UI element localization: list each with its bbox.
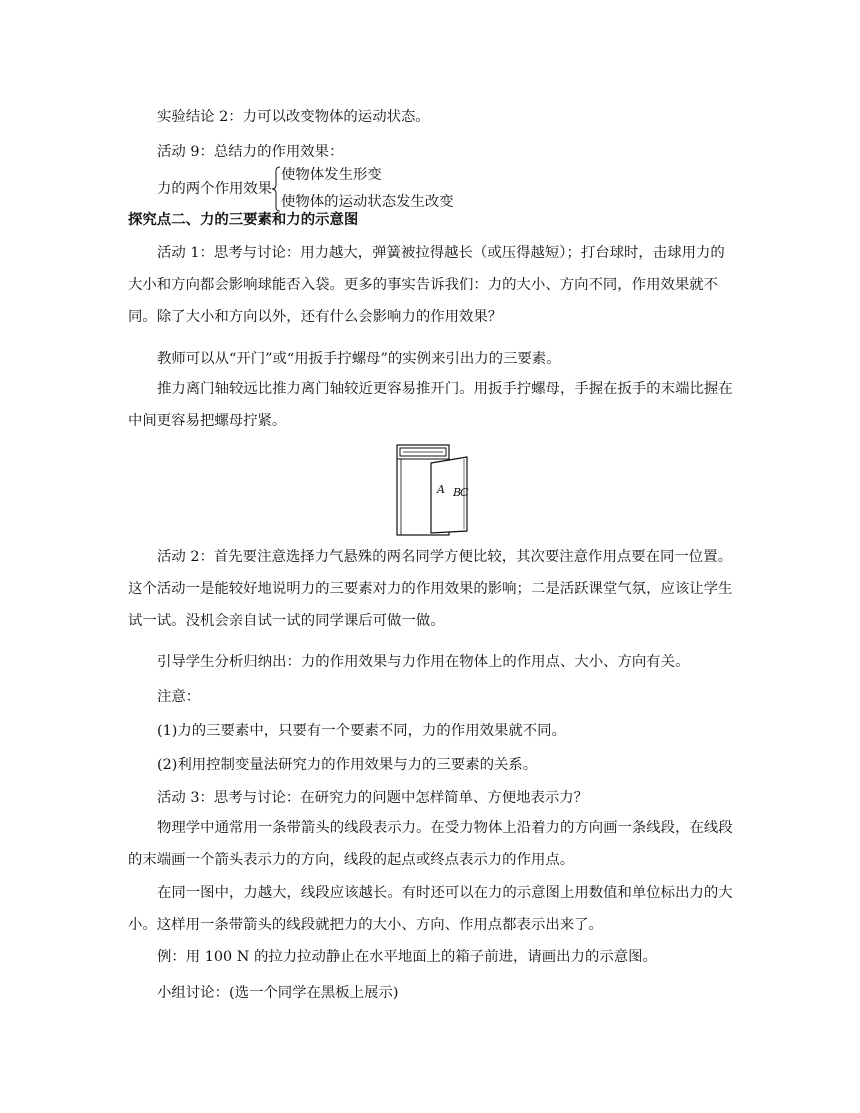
effect-item-motion: 使物体的运动状态发生改变 (281, 194, 454, 210)
group-discussion: 小组讨论：(选一个同学在黑板上展示) (157, 985, 399, 1001)
note-1: (1)力的三要素中，只要有一个要素不同，力的作用效果就不同。 (157, 723, 566, 739)
conclusion-2: 实验结论 2：力可以改变物体的运动状态。 (157, 109, 430, 125)
effect-item-deform: 使物体发生形变 (281, 167, 382, 183)
example-text: 例：用 100 N 的拉力拉动静止在水平地面上的箱子前进，请画出力的示意图。 (157, 949, 657, 965)
point-label-b: B (453, 486, 462, 499)
guide-text: 引导学生分析归纳出：力的作用效果与力作用在物体上的作用点、大小、方向有关。 (157, 654, 690, 670)
activity-3: 活动 3：思考与讨论：在研究力的问题中怎样简单、方便地表示力？ (157, 790, 589, 806)
door-text: 推力离门轴较远比推力离门轴较近更容易推开门。用扳手拧螺母，手握在扳手的末端比握在中间更容易把螺母拧紧。 (128, 381, 733, 429)
physics-text: 物理学中通常用一条带箭头的线段表示力。在受力物体上沿着力的方向画一条线段，在线段的末端画一个箭头表示力的方向，线段的起点或终点表示力的作用点。 (128, 820, 733, 868)
activity-9: 活动 9：总结力的作用效果： (157, 144, 344, 160)
same-figure-text: 在同一图中，力越大，线段应该越长。有时还可以在力的示意图上用数值和单位标出力的大小。这样用一条带箭头的线段就把力的大小、方向、作用点都表示出来了。 (128, 885, 733, 933)
teacher-note: 教师可以从“开门”或“用扳手拧螺母”的实例来引出力的三要素。 (157, 351, 561, 367)
door-figure (393, 443, 485, 537)
activity-2: 活动 2：首先要注意选择力气悬殊的两名同学方便比较，其次要注意作用点要在同一位置。这个活动一是能较好地说明力的三要素对力的作用效果的影响；二是活跃课堂气氛，应该让学生试一试。没机会亲自试一试的同学课后可做一做。 (128, 549, 733, 629)
point-label-a: A (437, 483, 445, 496)
note-2: (2)利用控制变量法研究力的作用效果与力的三要素的关系。 (157, 757, 538, 773)
note-title: 注意： (157, 689, 201, 705)
activity-1: 活动 1：思考与讨论：用力越大，弹簧被拉得越长（或压得越短）；打台球时，击球用力的大小和方向都会影响球能否入袋。更多的事实告诉我们：力的大小、方向不同，作用效果就不同。除了大小和方向以外，还有什么会影响力的作用效果？ (128, 245, 725, 325)
effects-lead: 力的两个作用效果 (157, 181, 273, 197)
section-heading: 探究点二、力的三要素和力的示意图 (128, 211, 359, 228)
curly-brace-icon (271, 165, 281, 213)
point-label-c: C (460, 486, 469, 499)
